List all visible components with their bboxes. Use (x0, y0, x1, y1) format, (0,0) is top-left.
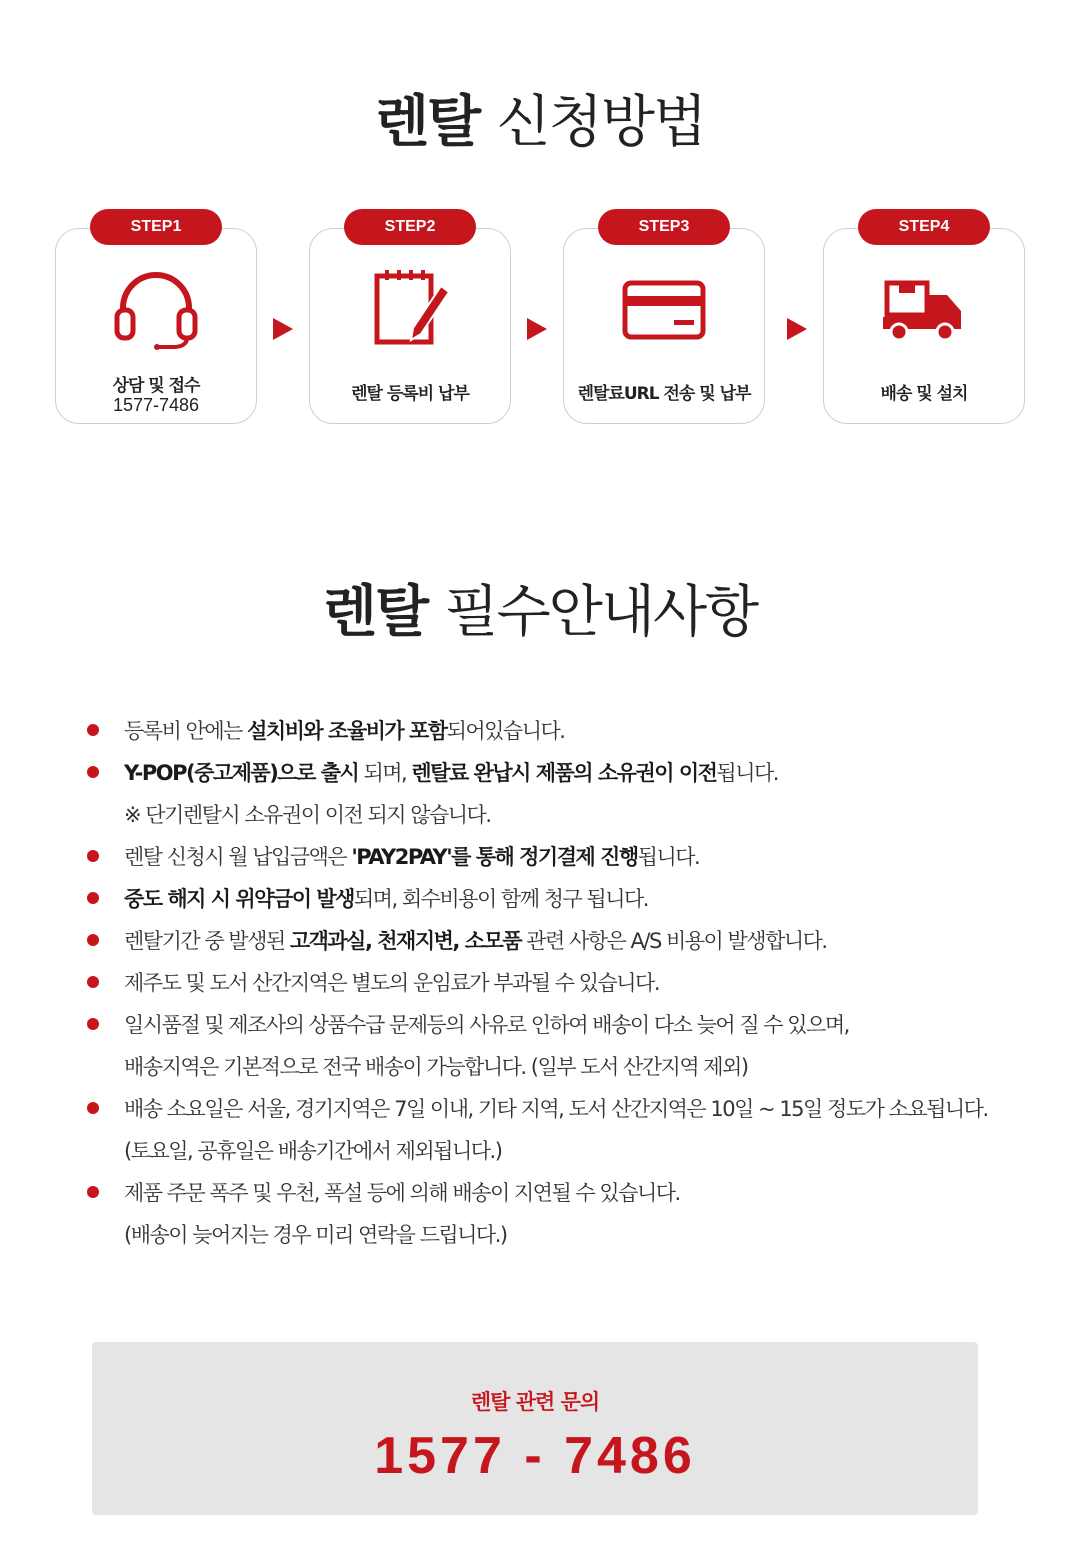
notice-text (124, 710, 1064, 752)
notice-text-continued: ※ 단기렌탈시 소유권이 이전 되지 않습니다. (124, 803, 491, 827)
notice-text-emphasis: 'PAY2PAY'를 통해 정기결제 진행 (351, 845, 638, 869)
bullet-dot-icon (87, 934, 99, 946)
notice-item (84, 878, 1064, 920)
notice-text-part: 되어있습니다. (446, 719, 565, 743)
notice-text-emphasis: Y-POP(중고제품)으로 출시 (124, 761, 359, 785)
notice-text-part: 됩니다. (637, 845, 700, 869)
notice-text-part: 제주도 및 도서 산간지역은 별도의 운임료가 부과될 수 있습니다. (124, 971, 660, 995)
notice-text-continued: (배송이 늦어지는 경우 미리 연락을 드립니다.) (124, 1223, 507, 1247)
notice-item (84, 710, 1064, 752)
notice-text (124, 836, 1064, 878)
notice-text (124, 878, 1064, 920)
step-badge: STEP4 (858, 209, 990, 245)
notice-text-part: 됩니다. (716, 761, 778, 785)
notice-list (84, 710, 1064, 1256)
notice-item (84, 1172, 1064, 1256)
step-badge: STEP3 (598, 209, 730, 245)
notice-text (124, 962, 1064, 1004)
arrow-right-icon (527, 318, 547, 340)
notice-text-part: 등록비 안에는 (124, 719, 248, 743)
section-title-application (0, 78, 1080, 158)
contact-label: 렌탈 관련 문의 (470, 1390, 600, 1414)
bullet-dot-icon (87, 1186, 99, 1198)
notice-text-continued: (토요일, 공휴일은 배송기간에서 제외됩니다.) (124, 1139, 502, 1163)
notice-item (84, 1004, 1064, 1088)
notice-item (84, 920, 1064, 962)
arrow-right-icon (787, 318, 807, 340)
bullet-dot-icon (87, 850, 99, 862)
notepad-pen-icon (310, 265, 510, 355)
notice-text (124, 920, 1064, 962)
notice-text (124, 1088, 1064, 1130)
step-label: 렌탈료URL 전송 및 납부 (577, 384, 751, 404)
notice-item (84, 752, 1064, 836)
notice-item (84, 836, 1064, 878)
notice-text-part: 제품 주문 폭주 및 우천, 폭설 등에 의해 배송이 지연될 수 있습니다. (124, 1181, 680, 1205)
title-bold-word: 렌탈 (322, 580, 428, 645)
notice-text-emphasis: 렌탈료 완납시 제품의 소유권이 이전 (411, 761, 717, 785)
notice-text (124, 752, 1064, 794)
step-badge: STEP2 (344, 209, 476, 245)
bullet-dot-icon (87, 892, 99, 904)
title-light-word: 필수안내사항 (444, 580, 758, 645)
step-phone: 1577-7486 (112, 395, 200, 415)
step-card-3 (563, 218, 765, 424)
bullet-dot-icon (87, 724, 99, 736)
step-card-1 (55, 218, 257, 424)
contact-phone-number[interactable]: 1577 - 7486 (374, 1427, 696, 1485)
notice-text-emphasis: 고객과실, 천재지변, 소모품 (289, 929, 522, 953)
step-badge: STEP1 (90, 209, 222, 245)
contact-box (92, 1342, 978, 1515)
notice-text (124, 1004, 1064, 1046)
step-label: 배송 및 설치 (880, 384, 968, 404)
bullet-dot-icon (87, 766, 99, 778)
notice-text-part: 일시품절 및 제조사의 상품수급 문제등의 사유로 인하여 배송이 다소 늦어 질 수 있으며, (124, 1013, 849, 1037)
notice-text-emphasis: 설치비와 조율비가 포함 (247, 719, 447, 743)
title-light-word: 신청방법 (496, 90, 706, 155)
bullet-dot-icon (87, 1102, 99, 1114)
headset-icon (56, 265, 256, 355)
step-card-4 (823, 218, 1025, 424)
step-label: 렌탈 등록비 납부 (351, 384, 469, 404)
notice-text (124, 1172, 1064, 1214)
title-bold-word: 렌탈 (374, 90, 480, 155)
notice-text-part: 렌탈 신청시 월 납입금액은 (124, 845, 352, 869)
bullet-dot-icon (87, 1018, 99, 1030)
notice-text-emphasis: 중도 해지 시 위약금이 발생 (124, 887, 354, 911)
notice-text-part: 배송 소요일은 서울, 경기지역은 7일 이내, 기타 지역, 도서 산간지역은 10일 ~ 15일 정도가 소요됩니다. (124, 1097, 988, 1121)
step-label: 상담 및 접수 (112, 376, 200, 396)
notice-text-continued: 배송지역은 기본적으로 전국 배송이 가능합니다. (일부 도서 산간지역 제외) (124, 1055, 748, 1079)
notice-item (84, 1088, 1064, 1172)
credit-card-icon (564, 265, 764, 355)
delivery-truck-icon (824, 265, 1024, 355)
bullet-dot-icon (87, 976, 99, 988)
notice-text-part: 되며, 회수비용이 함께 청구 됩니다. (353, 887, 648, 911)
step-card-2 (309, 218, 511, 424)
notice-text-part: 관련 사항은 A/S 비용이 발생합니다. (521, 929, 827, 953)
notice-text-part: 되며, (358, 761, 412, 785)
arrow-right-icon (273, 318, 293, 340)
section-title-notice (0, 568, 1080, 648)
notice-text-part: 렌탈기간 중 발생된 (124, 929, 290, 953)
notice-item (84, 962, 1064, 1004)
